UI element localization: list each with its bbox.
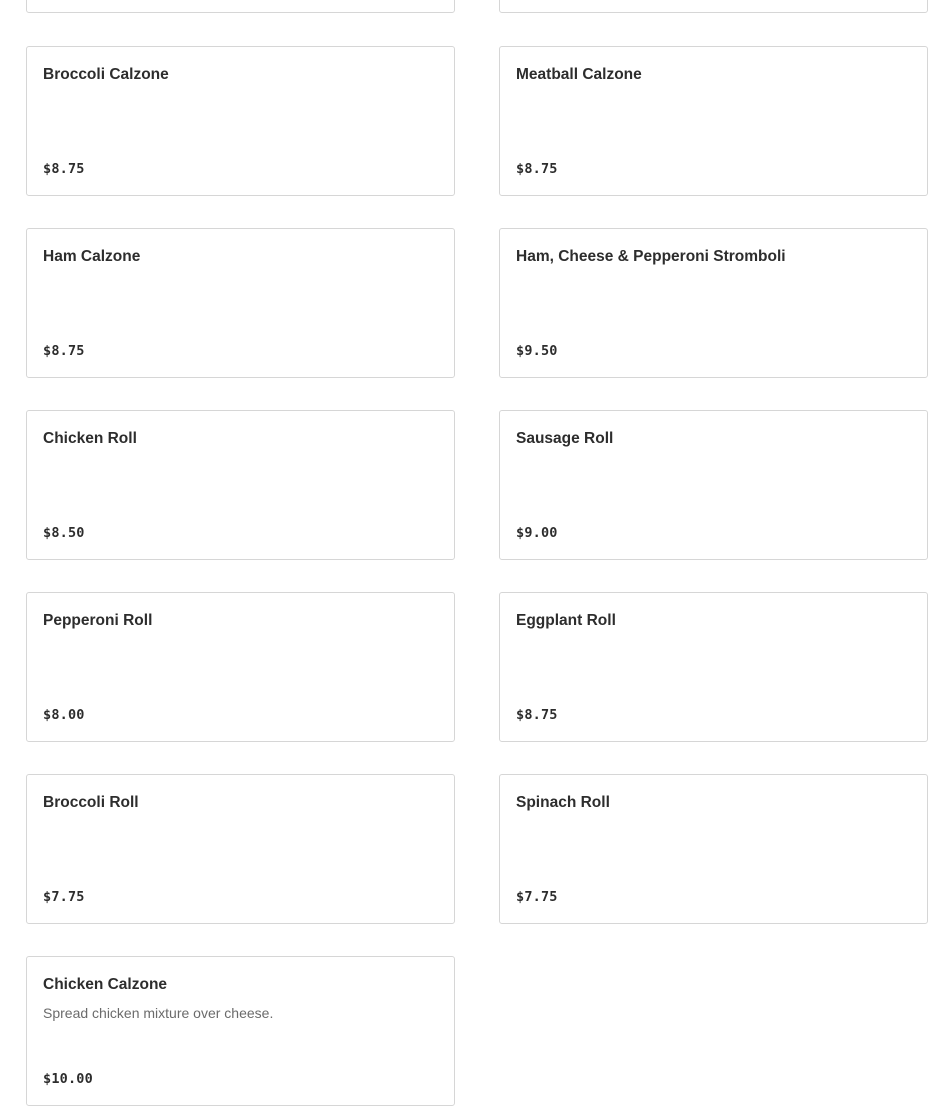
menu-item-card[interactable] <box>26 410 455 560</box>
menu-item-card-partial[interactable] <box>26 0 455 13</box>
menu-item-card-partial[interactable] <box>499 0 928 13</box>
menu-item-price: $8.50 <box>43 525 85 541</box>
menu-item-name: Chicken Roll <box>43 430 137 447</box>
menu-item-name: Broccoli Roll <box>43 794 139 811</box>
menu-item-card[interactable] <box>26 228 455 378</box>
menu-item-name: Broccoli Calzone <box>43 66 169 83</box>
menu-item-price: $10.00 <box>43 1071 93 1087</box>
menu-item-name: Ham Calzone <box>43 248 141 265</box>
menu-item-card[interactable] <box>26 956 455 1106</box>
menu-item-card[interactable] <box>26 774 455 924</box>
menu-item-name: Ham, Cheese & Pepperoni Stromboli <box>516 248 786 265</box>
menu-item-card[interactable] <box>499 46 928 196</box>
menu-item-price: $8.75 <box>516 161 558 177</box>
menu-item-name: Chicken Calzone <box>43 976 168 993</box>
menu-item-price: $8.00 <box>43 707 85 723</box>
menu-item-card[interactable] <box>499 410 928 560</box>
menu-item-price: $7.75 <box>43 889 85 905</box>
menu-item-name: Pepperoni Roll <box>43 612 153 629</box>
menu-item-name: Eggplant Roll <box>516 612 616 629</box>
menu-item-name: Spinach Roll <box>516 794 610 811</box>
menu-item-price: $8.75 <box>43 343 85 359</box>
menu-item-name: Meatball Calzone <box>516 66 642 83</box>
menu-item-price: $9.00 <box>516 525 558 541</box>
menu-item-card[interactable] <box>499 774 928 924</box>
menu-item-price: $8.75 <box>516 707 558 723</box>
menu-item-card[interactable] <box>499 228 928 378</box>
menu-item-card[interactable] <box>499 592 928 742</box>
menu-item-name: Sausage Roll <box>516 430 614 447</box>
menu-item-card[interactable] <box>26 46 455 196</box>
menu-item-card[interactable] <box>26 592 455 742</box>
menu-item-price: $7.75 <box>516 889 558 905</box>
menu-item-description: Spread chicken mixture over cheese. <box>43 1005 274 1021</box>
menu-item-price: $8.75 <box>43 161 85 177</box>
menu-item-price: $9.50 <box>516 343 558 359</box>
